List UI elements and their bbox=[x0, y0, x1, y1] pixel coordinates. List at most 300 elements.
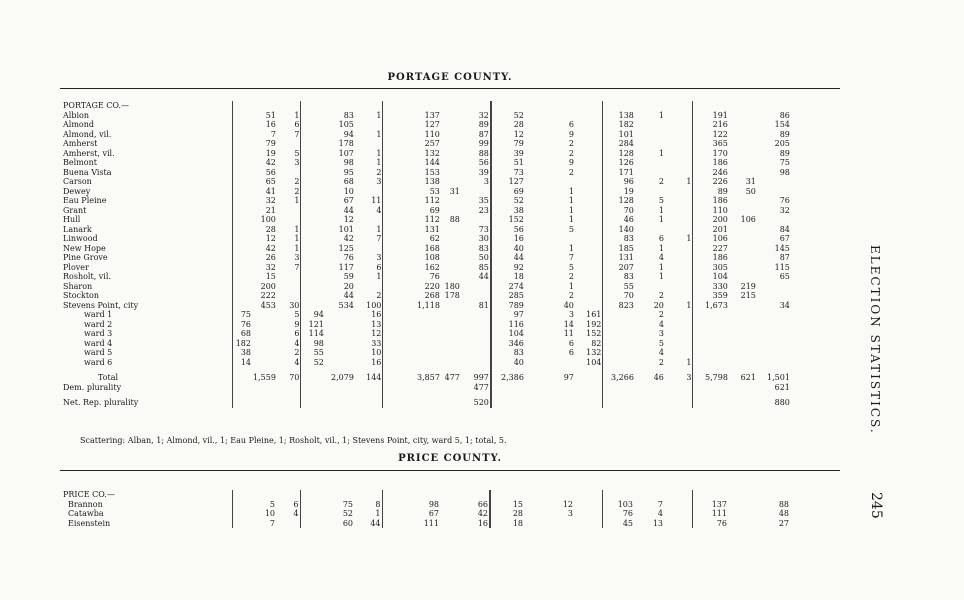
cell: 21 bbox=[265, 205, 276, 215]
cell bbox=[665, 253, 693, 263]
cell: 1,118 bbox=[417, 300, 440, 310]
cell: 13 bbox=[652, 518, 663, 528]
cell bbox=[575, 187, 603, 197]
cell: 1 bbox=[568, 186, 574, 196]
cell: 100 bbox=[366, 300, 382, 310]
cell bbox=[232, 291, 252, 301]
row-label: Stockton bbox=[63, 291, 100, 300]
cell bbox=[490, 490, 524, 500]
cell: 52 bbox=[491, 111, 525, 121]
cell bbox=[635, 187, 665, 197]
cell bbox=[757, 339, 791, 349]
table-row bbox=[62, 225, 791, 235]
cell bbox=[575, 101, 603, 111]
row-label: Almond, vil. bbox=[63, 129, 112, 139]
cell bbox=[461, 348, 491, 358]
cell bbox=[575, 253, 603, 263]
cell bbox=[729, 310, 757, 320]
cell bbox=[301, 225, 325, 235]
cell: 9 bbox=[568, 158, 574, 167]
row-label: Linwood bbox=[63, 234, 98, 243]
cell bbox=[355, 120, 383, 130]
cell: 284 bbox=[603, 139, 635, 149]
cell: 104 bbox=[491, 329, 525, 339]
cell: 227 bbox=[693, 244, 729, 254]
cell bbox=[757, 291, 791, 301]
cell: 104 bbox=[586, 357, 602, 367]
cell: 52 bbox=[342, 509, 353, 518]
cell: 1 bbox=[658, 215, 664, 224]
cell: 1 bbox=[294, 110, 300, 120]
cell bbox=[355, 139, 383, 149]
cell bbox=[301, 263, 325, 273]
cell: 69 bbox=[429, 205, 440, 215]
cell: 2 bbox=[658, 291, 664, 300]
cell bbox=[301, 187, 325, 197]
cell bbox=[729, 383, 757, 393]
cell: 56 bbox=[491, 225, 525, 235]
cell bbox=[232, 509, 252, 519]
cell: 1 bbox=[686, 234, 692, 243]
cell: 131 bbox=[424, 224, 440, 234]
cell: 19 bbox=[265, 148, 276, 158]
cell: 4 bbox=[657, 509, 663, 518]
cell: 89 bbox=[779, 148, 790, 158]
cell: 1 bbox=[376, 110, 382, 120]
cell bbox=[665, 320, 693, 330]
cell bbox=[383, 263, 407, 273]
cell: 65 bbox=[779, 272, 790, 281]
cell bbox=[325, 310, 355, 320]
cell bbox=[383, 392, 407, 408]
cell: 18 bbox=[491, 272, 525, 282]
cell bbox=[575, 139, 603, 149]
cell bbox=[757, 282, 791, 292]
cell bbox=[575, 244, 603, 254]
cell: 97 bbox=[563, 373, 574, 382]
cell: 69 bbox=[491, 187, 525, 197]
cell: 92 bbox=[491, 263, 525, 273]
cell: 621 bbox=[774, 382, 790, 392]
cell: 67 bbox=[343, 196, 354, 205]
cell bbox=[383, 272, 407, 282]
cell bbox=[728, 490, 756, 500]
cell: 127 bbox=[491, 177, 525, 187]
cell: 85 bbox=[478, 262, 489, 272]
cell bbox=[524, 490, 574, 500]
cell: 5 bbox=[269, 499, 275, 509]
cell: 99 bbox=[478, 139, 489, 148]
cell bbox=[574, 519, 602, 529]
cell bbox=[575, 367, 603, 383]
cell: 87 bbox=[478, 129, 489, 139]
cell: 75 bbox=[779, 158, 790, 167]
cell bbox=[574, 509, 602, 519]
cell: 76 bbox=[692, 519, 728, 529]
cell bbox=[383, 139, 407, 149]
cell bbox=[441, 168, 461, 178]
row-label: Amherst bbox=[63, 139, 98, 148]
cell bbox=[729, 244, 757, 254]
cell bbox=[277, 215, 301, 225]
cell bbox=[383, 168, 407, 178]
cell: 52 bbox=[301, 358, 325, 368]
cell: 6 bbox=[568, 120, 574, 129]
cell bbox=[635, 120, 665, 130]
cell: 111 bbox=[423, 518, 439, 528]
cell: 16 bbox=[371, 310, 382, 319]
cell: 6 bbox=[376, 262, 382, 272]
cell bbox=[325, 348, 355, 358]
cell: 1 bbox=[568, 196, 574, 205]
cell bbox=[301, 168, 325, 178]
cell bbox=[383, 301, 407, 311]
cell bbox=[232, 244, 252, 254]
cell bbox=[382, 519, 406, 529]
cell bbox=[757, 320, 791, 330]
cell: 186 bbox=[693, 253, 729, 263]
cell bbox=[693, 339, 729, 349]
cell: 12 bbox=[562, 499, 573, 509]
cell: 79 bbox=[265, 139, 276, 148]
cell: 98 bbox=[301, 339, 325, 349]
cell: 14 bbox=[563, 319, 574, 329]
cell bbox=[665, 225, 693, 235]
cell: 4 bbox=[376, 205, 382, 215]
cell bbox=[300, 500, 324, 510]
cell bbox=[757, 348, 791, 358]
cell: 2 bbox=[376, 167, 382, 177]
cell: 6 bbox=[294, 120, 300, 129]
cell bbox=[382, 500, 406, 510]
cell: 94 bbox=[343, 129, 354, 139]
cell bbox=[252, 329, 277, 339]
cell bbox=[575, 282, 603, 292]
cell bbox=[728, 519, 756, 529]
cell bbox=[729, 120, 757, 130]
table-row bbox=[62, 263, 791, 273]
cell bbox=[574, 500, 602, 510]
cell bbox=[575, 158, 603, 168]
cell bbox=[301, 206, 325, 216]
cell bbox=[301, 215, 325, 225]
cell: 98 bbox=[428, 499, 439, 509]
cell bbox=[665, 329, 693, 339]
cell bbox=[441, 206, 461, 216]
cell bbox=[693, 310, 729, 320]
cell: 1,559 bbox=[253, 373, 276, 382]
cell: 75 bbox=[232, 310, 252, 320]
cell: 4 bbox=[658, 253, 664, 262]
cell bbox=[440, 500, 460, 510]
cell bbox=[757, 215, 791, 225]
cell: 16 bbox=[477, 518, 488, 528]
cell bbox=[635, 130, 665, 140]
cell: 32 bbox=[265, 196, 276, 205]
cell bbox=[252, 339, 277, 349]
cell: 100 bbox=[260, 215, 276, 224]
cell bbox=[355, 244, 383, 254]
cell: 145 bbox=[774, 243, 790, 253]
cell: 330 bbox=[693, 282, 729, 292]
cell bbox=[301, 301, 325, 311]
cell: 83 bbox=[478, 243, 489, 253]
cell: 33 bbox=[371, 338, 382, 348]
cell bbox=[635, 101, 665, 111]
cell: 6 bbox=[658, 234, 664, 243]
cell bbox=[574, 490, 602, 500]
cell: 180 bbox=[444, 281, 460, 291]
cell: 70 bbox=[603, 206, 635, 216]
cell: 1 bbox=[376, 272, 382, 281]
cell bbox=[575, 120, 603, 130]
cell: 257 bbox=[424, 139, 440, 148]
cell bbox=[665, 101, 693, 111]
cell: 7 bbox=[657, 499, 663, 509]
cell bbox=[461, 320, 491, 330]
cell bbox=[232, 177, 252, 187]
cell: 132 bbox=[424, 148, 440, 158]
table-row bbox=[62, 196, 791, 206]
cell bbox=[301, 196, 325, 206]
cell bbox=[232, 263, 252, 273]
cell: 59 bbox=[343, 272, 354, 281]
row-label: Amherst, vil. bbox=[63, 148, 115, 158]
cell: 220 bbox=[424, 281, 440, 291]
portage-county-title: PORTAGE COUNTY. bbox=[387, 72, 513, 83]
cell bbox=[729, 358, 757, 368]
cell: 171 bbox=[603, 168, 635, 178]
cell: 48 bbox=[778, 509, 789, 518]
cell bbox=[277, 272, 301, 282]
cell: 88 bbox=[478, 148, 489, 158]
cell bbox=[383, 383, 407, 393]
cell bbox=[575, 130, 603, 140]
cell bbox=[693, 329, 729, 339]
cell: 226 bbox=[693, 177, 729, 187]
row-label: ward 4 bbox=[84, 338, 113, 348]
cell: 94 bbox=[301, 310, 325, 320]
cell bbox=[301, 101, 325, 111]
cell bbox=[461, 339, 491, 349]
row-label: Total bbox=[98, 373, 119, 382]
cell: 68 bbox=[232, 329, 252, 339]
cell: 268 bbox=[424, 291, 440, 300]
cell bbox=[665, 168, 693, 178]
cell: 55 bbox=[603, 282, 635, 292]
cell bbox=[729, 101, 757, 111]
cell: 1 bbox=[376, 224, 382, 234]
cell bbox=[575, 177, 603, 187]
cell bbox=[461, 187, 491, 197]
cell: 186 bbox=[693, 196, 729, 206]
cell: 86 bbox=[779, 110, 790, 120]
table-row bbox=[62, 339, 791, 349]
cell bbox=[664, 519, 692, 529]
cell bbox=[407, 101, 441, 111]
cell bbox=[441, 111, 461, 121]
cell: 1 bbox=[568, 215, 574, 224]
cell: 101 bbox=[603, 130, 635, 140]
cell: 1 bbox=[568, 243, 574, 253]
cell: 9 bbox=[568, 129, 574, 139]
cell: 103 bbox=[602, 500, 634, 510]
cell bbox=[252, 310, 277, 320]
cell: 67 bbox=[428, 509, 439, 518]
cell bbox=[729, 348, 757, 358]
cell bbox=[635, 392, 665, 408]
cell: 2 bbox=[294, 348, 300, 357]
cell: 30 bbox=[289, 300, 300, 310]
cell: 3,857 bbox=[417, 373, 440, 382]
table-row bbox=[62, 310, 791, 320]
cell bbox=[665, 196, 693, 206]
cell: 4 bbox=[294, 338, 300, 348]
cell bbox=[729, 158, 757, 168]
cell: 10 bbox=[264, 509, 275, 518]
cell bbox=[383, 348, 407, 358]
cell: 60 bbox=[342, 518, 353, 528]
cell bbox=[729, 329, 757, 339]
cell bbox=[441, 263, 461, 273]
cell: 365 bbox=[693, 139, 729, 149]
cell bbox=[729, 272, 757, 282]
cell: 75 bbox=[342, 499, 353, 509]
cell: 20 bbox=[653, 300, 664, 310]
cell bbox=[301, 244, 325, 254]
cell: 106 bbox=[693, 234, 729, 244]
cell bbox=[575, 272, 603, 282]
cell bbox=[461, 358, 491, 368]
cell bbox=[325, 320, 355, 330]
cell bbox=[355, 187, 383, 197]
cell: 2,386 bbox=[491, 367, 525, 383]
cell bbox=[602, 490, 634, 500]
cell: 50 bbox=[745, 186, 756, 196]
cell: 9 bbox=[294, 319, 300, 329]
cell bbox=[383, 158, 407, 168]
cell: 178 bbox=[444, 291, 460, 300]
cell: 88 bbox=[449, 215, 460, 224]
cell: 219 bbox=[740, 281, 756, 291]
cell bbox=[355, 383, 383, 393]
cell bbox=[728, 509, 756, 519]
cell bbox=[729, 196, 757, 206]
cell bbox=[232, 158, 252, 168]
cell bbox=[525, 392, 575, 408]
cell bbox=[441, 339, 461, 349]
cell bbox=[232, 392, 252, 408]
cell bbox=[232, 168, 252, 178]
table-row bbox=[62, 206, 791, 216]
cell: 1,673 bbox=[693, 301, 729, 311]
cell bbox=[603, 310, 635, 320]
cell bbox=[729, 139, 757, 149]
cell bbox=[693, 383, 729, 393]
cell bbox=[665, 158, 693, 168]
table-row bbox=[62, 215, 791, 225]
cell: 1 bbox=[294, 234, 300, 243]
row-label: Lanark bbox=[63, 224, 92, 234]
net-rep-plurality-row bbox=[62, 392, 791, 408]
row-label: ward 3 bbox=[84, 329, 113, 338]
cell bbox=[603, 339, 635, 349]
cell bbox=[252, 320, 277, 330]
cell: 16 bbox=[491, 234, 525, 244]
cell: 83 bbox=[603, 234, 635, 244]
cell: 477 bbox=[444, 373, 460, 382]
cell bbox=[693, 358, 729, 368]
cell: 83 bbox=[603, 272, 635, 282]
county-header-row bbox=[62, 101, 791, 111]
cell: 7 bbox=[376, 234, 382, 243]
cell: 3 bbox=[294, 158, 300, 167]
cell bbox=[729, 339, 757, 349]
cell: 44 bbox=[343, 205, 354, 215]
cell bbox=[300, 490, 324, 500]
cell: 152 bbox=[586, 329, 602, 338]
cell bbox=[406, 490, 440, 500]
cell: 15 bbox=[490, 500, 524, 510]
cell bbox=[665, 348, 693, 358]
cell bbox=[524, 519, 574, 529]
cell bbox=[441, 225, 461, 235]
cell: 126 bbox=[603, 158, 635, 168]
cell: 3 bbox=[686, 373, 692, 382]
cell bbox=[441, 392, 461, 408]
row-label: Dem. plurality bbox=[63, 382, 122, 392]
row-label: Plover bbox=[63, 262, 89, 272]
cell bbox=[252, 490, 276, 500]
cell: 112 bbox=[424, 196, 440, 205]
table-row bbox=[62, 111, 791, 121]
cell bbox=[383, 310, 407, 320]
table-row bbox=[62, 509, 790, 519]
cell: 65 bbox=[265, 177, 276, 186]
cell: 23 bbox=[478, 205, 489, 215]
cell: 154 bbox=[774, 120, 790, 129]
cell: 122 bbox=[693, 130, 729, 140]
cell: 28 bbox=[265, 224, 276, 234]
cell: 1 bbox=[658, 148, 664, 158]
cell: 137 bbox=[424, 110, 440, 120]
cell: 880 bbox=[774, 398, 790, 407]
cell bbox=[665, 187, 693, 197]
cell: 161 bbox=[586, 310, 602, 319]
cell: 44 bbox=[343, 291, 354, 300]
table-row bbox=[62, 120, 791, 130]
cell bbox=[756, 490, 790, 500]
cell: 82 bbox=[591, 338, 602, 348]
cell bbox=[440, 490, 460, 500]
cell: 31 bbox=[449, 186, 460, 196]
cell bbox=[232, 196, 252, 206]
cell: 3 bbox=[376, 177, 382, 186]
cell bbox=[441, 301, 461, 311]
price-top-rule bbox=[60, 470, 840, 471]
cell: 98 bbox=[343, 158, 354, 167]
cell: 112 bbox=[424, 215, 440, 224]
cell bbox=[757, 177, 791, 187]
row-label: Stevens Point, city bbox=[63, 300, 139, 310]
cell: 477 bbox=[473, 382, 489, 392]
cell bbox=[301, 130, 325, 140]
cell bbox=[665, 149, 693, 159]
cell: 42 bbox=[477, 509, 488, 518]
cell: 73 bbox=[491, 168, 525, 178]
cell: 5 bbox=[568, 262, 574, 272]
cell: 12 bbox=[265, 234, 276, 243]
